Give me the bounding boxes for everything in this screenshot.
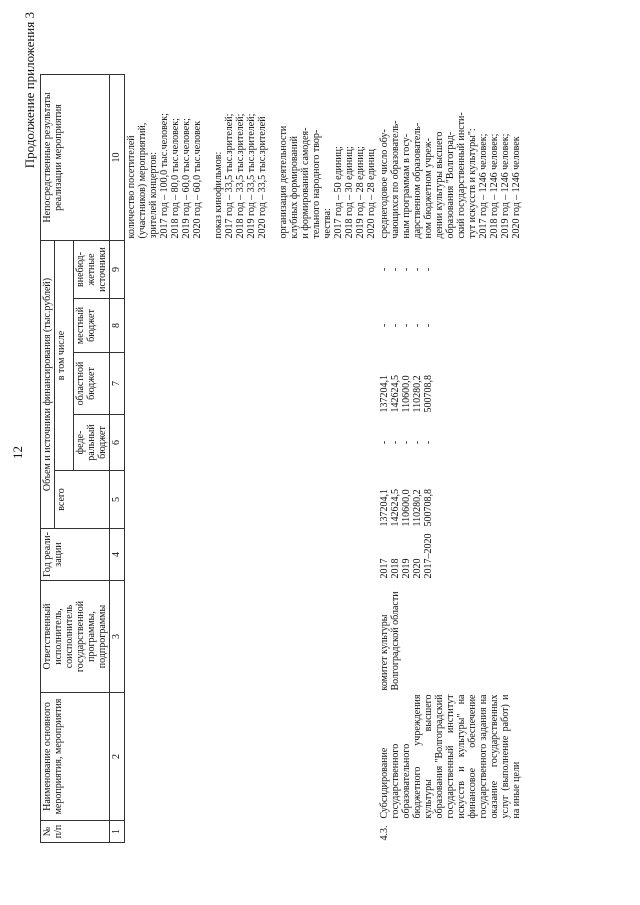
header-regional: областной бюджет [74, 353, 110, 415]
column-number: 3 [110, 581, 125, 693]
header-year: Год реали-зации [41, 529, 110, 581]
regional-cell: 137204,1 142624,5 110600,0 110280,2 500708,8 [379, 375, 434, 413]
responsible-executor: комитет культуры Волгоградской области [379, 591, 401, 691]
column-number: 1 [110, 821, 125, 843]
header-name: Наименование основного мероприятия, мероприятия [41, 693, 110, 821]
column-number: 9 [110, 241, 125, 299]
header-federal: феде-ральный бюджет [74, 415, 110, 471]
column-number: 4 [110, 529, 125, 581]
offbudget-cell: - - - - - [379, 267, 434, 272]
result-block: количество посетителей (участников) мероприятий, зрителей концертов: 2017 год – 100,0 тыс.человек; 2018 год – 80,0 тыс.человек; 2019 год – 60,0 тыс.человек; 2020 год – 60,0 тыс.человек [126, 113, 203, 239]
header-results: Непосредственные результаты реализации мероприятия [41, 75, 110, 241]
local-cell: - - - - - [379, 323, 434, 328]
appendix-continuation-note: Продолжение приложения 3 [22, 12, 37, 169]
result-block: организация деятельности клубных формирований и формирований самодея- тельного народного твор- чества: 2017 год – 50 единиц; 2018 год – 30 единиц; 2019 год – 28 единиц; 2020 год – 28 единиц [278, 125, 377, 239]
program-table [40, 74, 523, 843]
header-offbudget: внебюд-жетные источники [74, 241, 110, 299]
column-number: 8 [110, 299, 125, 353]
measure-name: Субсидирование государственного образовательного бюджетного учреждения культуры высшего образования "Волгоградский государственный институт искусств и культуры" на финансовое обеспечение государственного задания на оказание государственных услуг (выполнение работ) и на иные цели [379, 694, 522, 819]
page-number: 12 [10, 446, 25, 459]
column-number: 10 [110, 75, 125, 241]
header-executor: Ответственный исполнитель, соисполнитель государственной программы, подпрограммы [41, 581, 110, 693]
table-row [378, 75, 523, 843]
header-local: местный бюджет [74, 299, 110, 353]
column-number: 2 [110, 693, 125, 821]
header-number: № п/п [41, 821, 110, 843]
continuation-results-cell [125, 75, 379, 241]
header-total: всего [55, 471, 110, 529]
header-financing: Объем и источники финансирования (тыс.рублей) [41, 241, 55, 529]
column-number: 5 [110, 471, 125, 529]
column-number-row [110, 75, 125, 843]
continuation-row [125, 75, 379, 843]
column-number: 6 [110, 415, 125, 471]
federal-cell: - - - - - [379, 440, 434, 445]
year-cell: 2017 2018 2019 2020 2017–2020 [379, 533, 434, 579]
results-cell: среднегодовое число обу- чающихся по образователь- ным программам в госу- дарственном образователь- ном бюджетном учреж- дении культуры высшего образования "Волгоград- ский государственный инсти- тут искусств и культуры": 2017 год – 1246 человек; 2018 год – 1246 человек; 2019 год – 1246 человек; 2020 год – 1246 человек [379, 112, 522, 239]
result-block: показ кинофильмов: 2017 год – 33,5 тыс.зрителей; 2018 год – 33,5 тыс.зрителей; 2019 год – 33,5 тыс.зрителей; 2020 год – 33,5 тыс.зрителей [213, 113, 268, 239]
row-number: 4.3. [379, 825, 390, 841]
total-cell: 137204,1 142624,5 110600,0 110280,2 500708,8 [379, 489, 434, 527]
header-including: в том числе [55, 241, 74, 471]
column-number: 7 [110, 353, 125, 415]
